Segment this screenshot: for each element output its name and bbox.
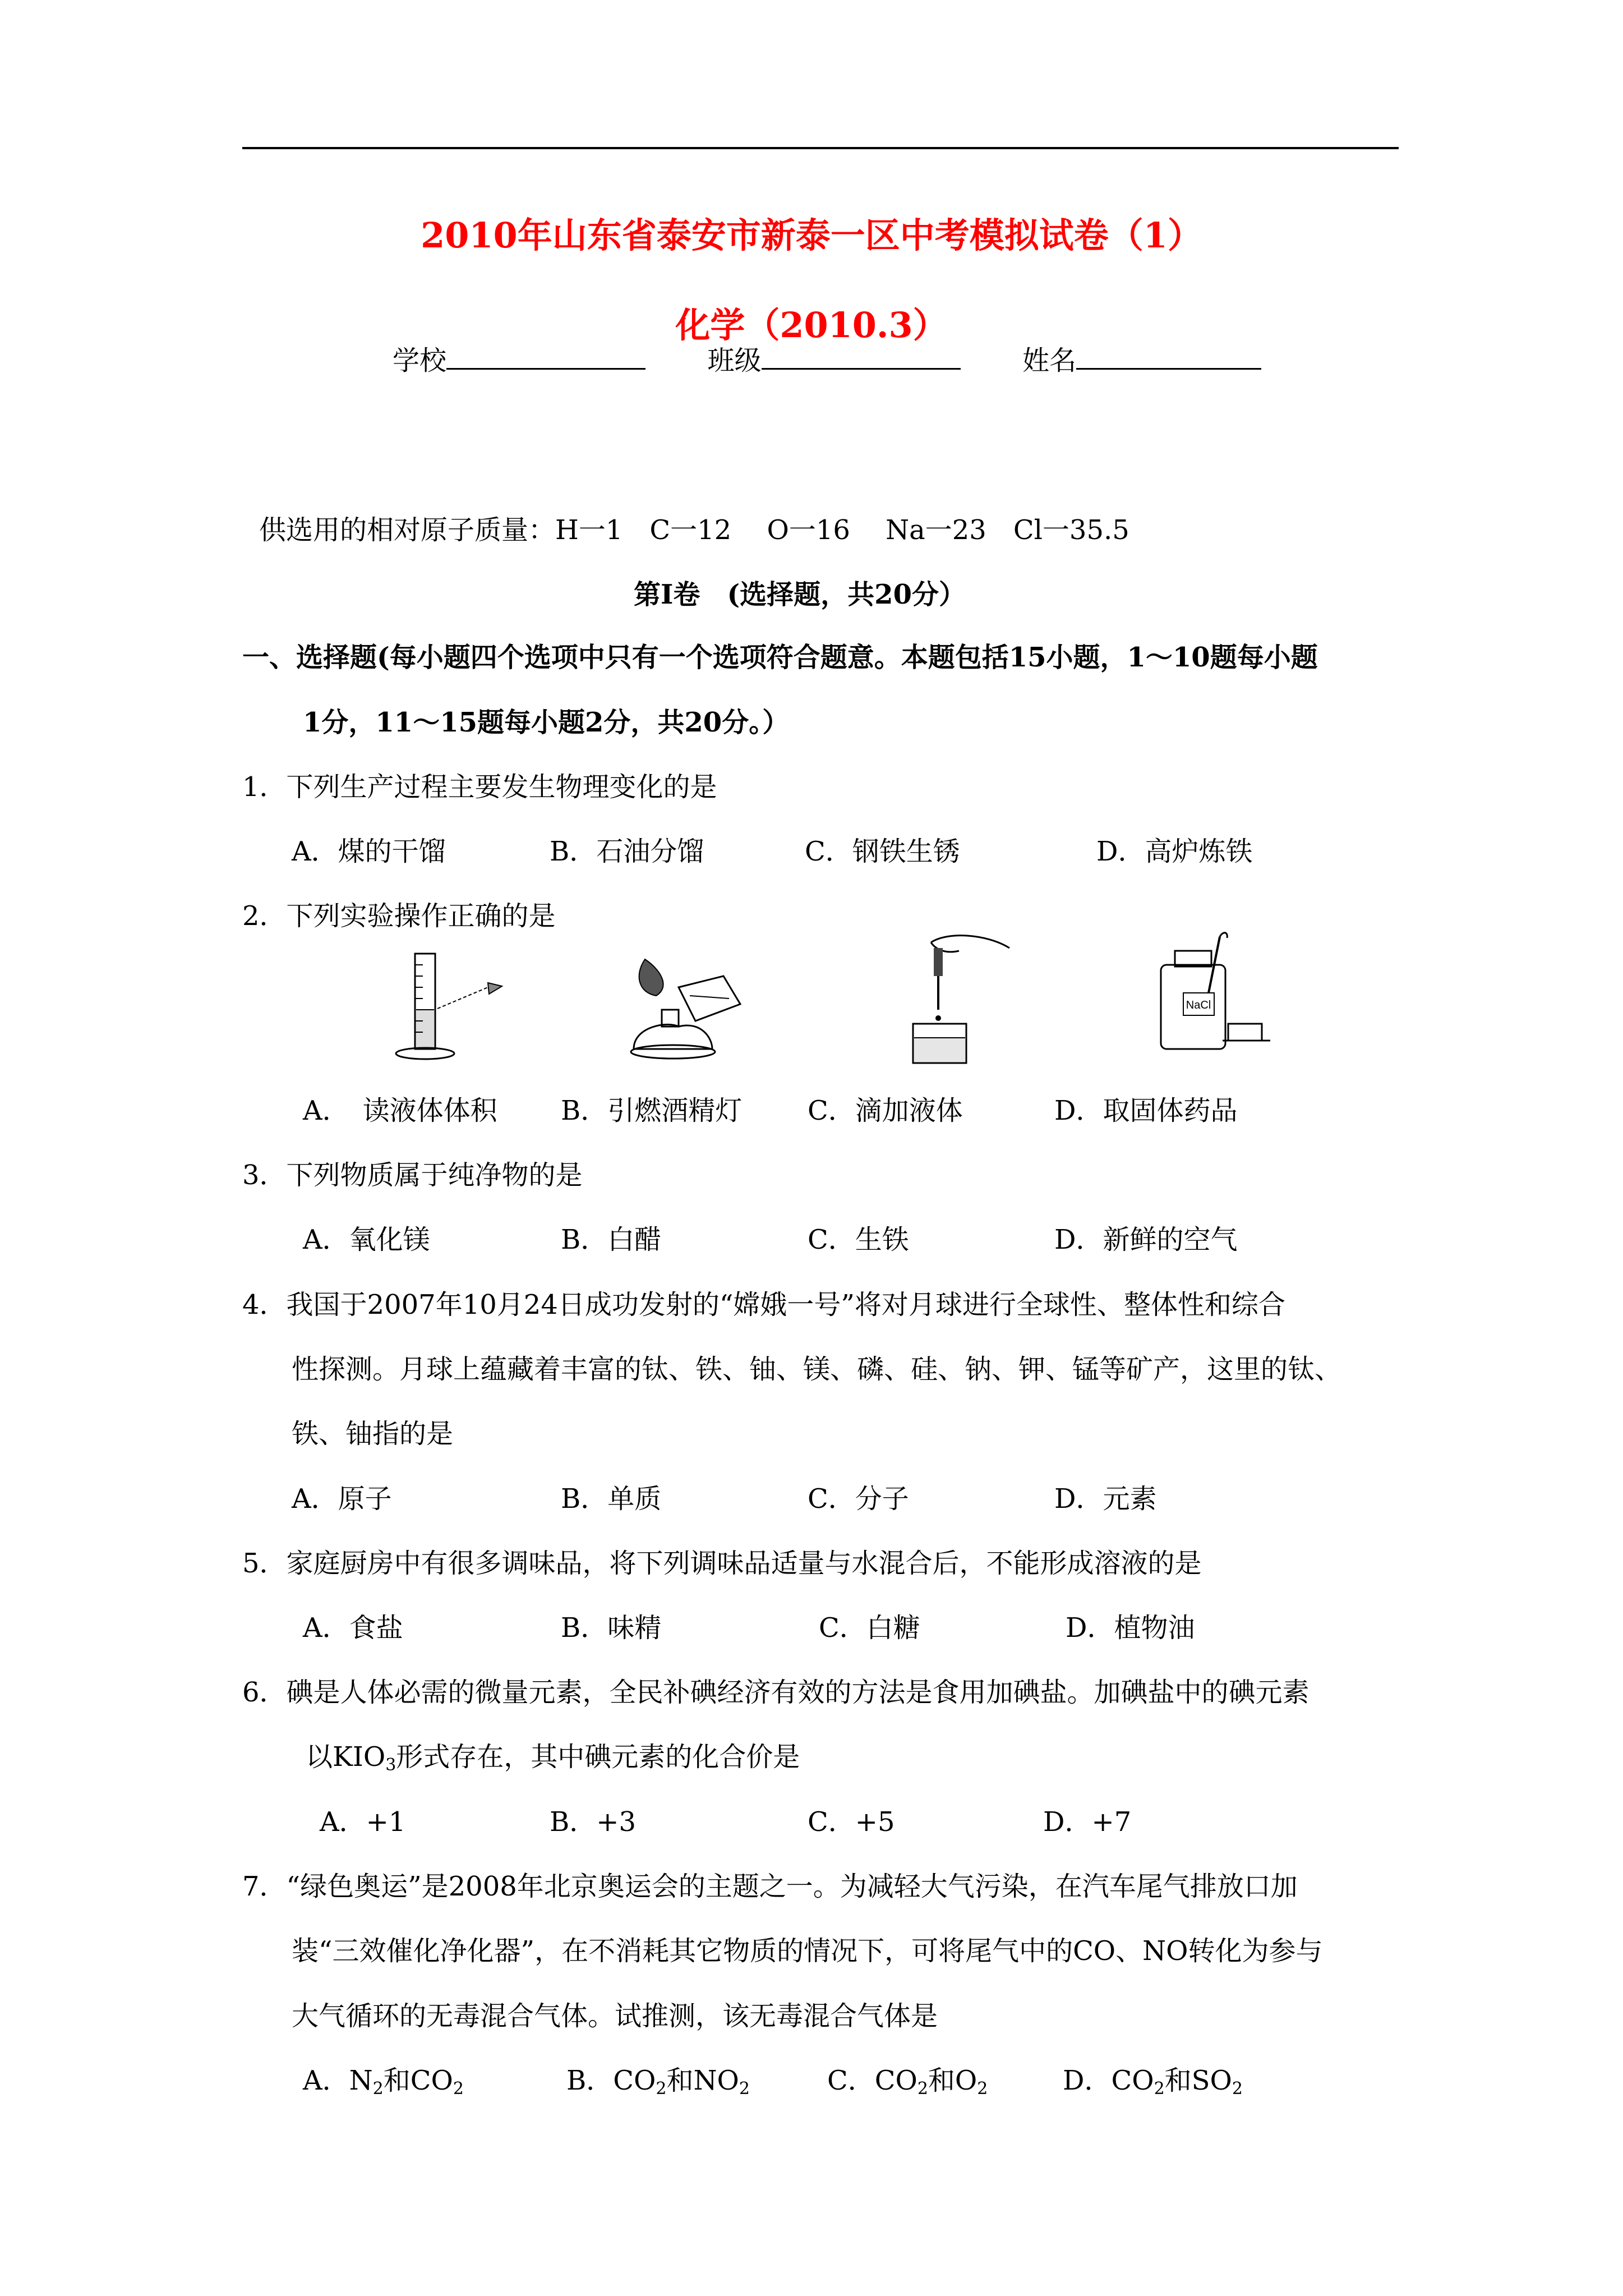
q4-option-d[interactable]: D．元素 [1054,1483,1157,1515]
q6-kio-text: 以KIO [306,1741,386,1773]
q2-stem: 2．下列实验操作正确的是 [242,900,556,932]
q1-stem: 1．下列生产过程主要发生物理变化的是 [242,771,717,803]
section-title: 第Ⅰ卷 (选择题，共20分） [634,579,966,610]
q4-line-3: 铁、铀指的是 [292,1418,454,1450]
q2-option-a[interactable]: A． 读液体体积 [303,1095,497,1126]
q3-option-c[interactable]: C．生铁 [808,1224,909,1255]
class-label: 班级 [707,345,762,376]
name-blank[interactable] [1076,343,1261,370]
q7-option-c[interactable]: C．$CO_2$和$O_2$ [827,2065,988,2099]
info-row [393,343,1261,378]
school-label: 学校 [393,345,447,376]
q7-line-3: 大气循环的无毒混合气体。试推测，该无毒混合气体是 [292,2000,938,2032]
graduated-cylinder-figure [387,942,510,1066]
exam-subtitle: 化学（2010.3） [675,305,948,346]
q6-option-c[interactable]: C．+5 [808,1806,895,1838]
q6-option-d[interactable]: D．+7 [1043,1806,1132,1838]
q7-option-b[interactable]: B．$CO_2$和$NO_2$ [566,2065,750,2099]
q1-option-d[interactable]: D．高炉炼铁 [1096,836,1253,867]
q6-line-2-rest: 形式存在，其中碘元素的化合价是 [396,1741,800,1773]
alcohol-lamp-figure [617,942,751,1066]
q3-stem: 3．下列物质属于纯净物的是 [242,1159,583,1191]
q4-option-b[interactable]: B．单质 [561,1483,662,1515]
q4-line-2: 性探测。月球上蕴藏着丰富的钛、铁、铀、镁、磷、硅、钠、钾、锰等矿产，这里的钛、 [292,1354,1342,1385]
q3-option-a[interactable]: A．氧化镁 [303,1224,430,1255]
q5-option-d[interactable]: D．植物油 [1066,1612,1195,1644]
q6-line-1: 6．碘是人体必需的微量元素，全民补碘经济有效的方法是食用加碘盐。加碘盐中的碘元素 [242,1677,1310,1708]
q2-option-d[interactable]: D．取固体药品 [1054,1095,1238,1126]
q4-option-a[interactable]: A．原子 [292,1483,392,1515]
q7-line-2: 装“三效催化净化器”，在不消耗其它物质的情况下，可将尾气中的CO、NO转化为参与 [292,1935,1323,1967]
header-rule [242,147,1399,149]
q1-option-a[interactable]: A．煤的干馏 [292,836,446,867]
q6-line-2 [306,1740,800,1774]
q5-option-b[interactable]: B．味精 [561,1612,662,1644]
dropper-figure [897,926,1021,1071]
q5-option-a[interactable]: A．食盐 [303,1612,403,1644]
atomic-masses: 供选用的相对原子质量：H一1 C一12 O一16 Na一23 Cl一35.5 [259,514,1129,546]
class-blank[interactable] [762,343,961,370]
q1-option-c[interactable]: C．钢铁生锈 [805,836,960,867]
section-intro-1: 一、选择题(每小题四个选项中只有一个选项符合题意。本题包括15小题，1～10题每小题 [242,642,1318,673]
q2-option-c[interactable]: C．滴加液体 [808,1095,963,1126]
name-label: 姓名 [1022,345,1077,376]
q6-option-b[interactable]: B．+3 [550,1806,637,1838]
q4-option-c[interactable]: C．分子 [808,1483,909,1515]
q6-option-a[interactable]: A．+1 [320,1806,406,1838]
q5-option-c[interactable]: C．白糖 [819,1612,920,1644]
q6-kio-sub: 3 [385,1755,396,1775]
q3-option-b[interactable]: B．白醋 [561,1224,662,1255]
nacl-label: NaCl [1186,999,1211,1011]
q7-option-a[interactable]: A．$N_2$和$CO_2$ [303,2065,464,2099]
q1-option-b[interactable]: B．石油分馏 [550,836,704,867]
q7-line-1: 7．“绿色奥运”是2008年北京奥运会的主题之一。为减轻大气污染，在汽车尾气排放口加 [242,1871,1298,1902]
q2-option-b[interactable]: B．引燃酒精灯 [561,1095,743,1126]
q4-line-1: 4．我国于2007年10月24日成功发射的“嫦娥一号”将对月球进行全球性、整体性和综合 [242,1289,1285,1320]
school-blank[interactable] [446,343,645,370]
q3-option-d[interactable]: D．新鲜的空气 [1054,1224,1238,1255]
reagent-bottle-figure [1144,926,1279,1071]
section-intro-2: 1分，11～15题每小题2分，共20分。） [303,707,790,738]
exam-title: 2010年山东省泰安市新泰一区中考模拟试卷（1） [421,215,1202,256]
q7-option-d[interactable]: D．$CO_2$和$SO_2$ [1063,2065,1243,2099]
q5-stem: 5．家庭厨房中有很多调味品，将下列调味品适量与水混合后，不能形成溶液的是 [242,1548,1202,1579]
